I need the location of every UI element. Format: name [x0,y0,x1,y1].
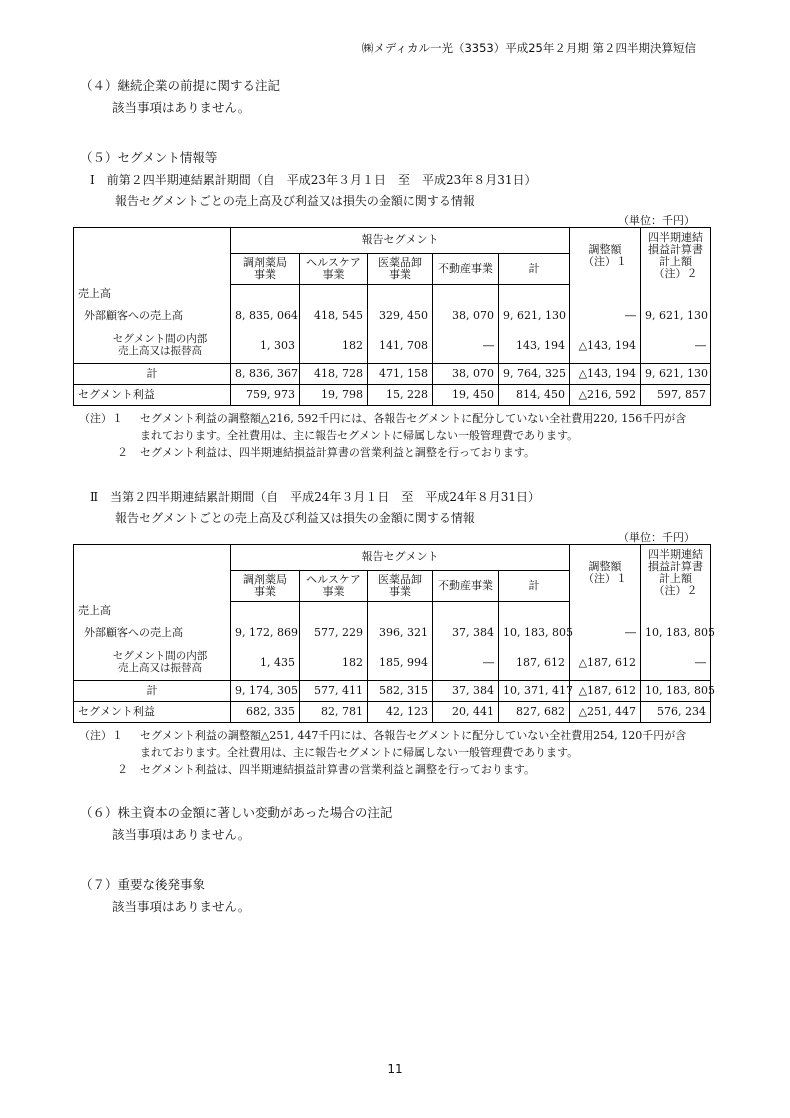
segment-table-period-1 [73,227,711,406]
cell-value: 597, 857 [641,385,711,406]
period-2-note-1-line-2: まれております。全社費用は、主に報告セグメントに帰属しない一般管理費であります。 [140,746,579,759]
cell-value: 185, 994 [368,646,433,681]
cell-value: 9, 621, 130 [499,303,570,329]
cell-value: 814, 450 [499,385,570,406]
cell-value: ― [433,329,499,364]
cell-value: 8, 836, 367 [231,364,300,385]
row-label-external: 外部顧客への売上高 [74,620,231,646]
cell-value: △216, 592 [570,385,641,406]
header-wholesale: 医薬品卸 事業 [368,254,433,285]
cell-value: 1, 303 [231,329,300,364]
row-label-sum: 計 [74,364,231,385]
header-healthcare: ヘルスケア 事業 [300,571,368,602]
header-real-estate: 不動産事業 [433,254,499,285]
segment-table-period-2 [73,544,716,723]
period-1-unit: （単位：千円） [618,214,695,227]
cell-value: 9, 621, 130 [641,364,711,385]
cell-value: 10, 183, 805 [641,681,711,702]
period-2-note-1-label: （注）１ [79,729,123,742]
cell-value: △187, 612 [570,681,641,702]
header-reporting-segments: 報告セグメント [231,545,570,571]
header-healthcare: ヘルスケア 事業 [300,254,368,285]
header-blank [74,228,231,285]
header-pharmacy: 調剤薬局 事業 [231,254,300,285]
cell-value: 10, 183, 805 [641,620,711,646]
header-wholesale: 医薬品卸 事業 [368,571,433,602]
cell-value: 82, 781 [300,702,368,723]
cell-value: 143, 194 [499,329,570,364]
row-label-external: 外部顧客への売上高 [74,303,231,329]
row-label-internal: セグメント間の内部 売上高又は振替高 [74,329,231,364]
header-real-estate: 不動産事業 [433,571,499,602]
section-6-body: 該当事項はありません。 [112,827,251,842]
cell-value: 38, 070 [433,303,499,329]
cell-value: 827, 682 [499,702,570,723]
header-blank [74,545,231,602]
cell-value: 577, 229 [300,620,368,646]
section-4-body: 該当事項はありません。 [112,100,251,115]
cell-value: 19, 450 [433,385,499,406]
period-2-unit: （単位：千円） [618,531,695,544]
cell-value: 141, 708 [368,329,433,364]
row-label-sales: 売上高 [74,285,231,304]
cell-value: 9, 621, 130 [641,303,711,329]
cell-value: 187, 612 [499,646,570,681]
cell-value: 9, 172, 869 [231,620,300,646]
header-consolidated: 四半期連結 損益計算書 計上額 （注）２ [641,228,711,285]
cell-value: ― [641,329,711,364]
cell-value: 10, 371, 417 [499,681,570,702]
cell-value: △187, 612 [570,646,641,681]
row-label-profit: セグメント利益 [74,702,231,723]
cell-value: 9, 764, 325 [499,364,570,385]
period-1-note-1-line-2: まれております。全社費用は、主に報告セグメントに帰属しない一般管理費であります。 [140,429,579,442]
header-total: 計 [499,254,570,285]
cell-value: △251, 447 [570,702,641,723]
section-4-title: （４）継続企業の前提に関する注記 [80,78,281,93]
cell-value: 10, 183, 805 [499,620,570,646]
cell-value: ― [570,620,641,646]
cell-value: 38, 070 [433,364,499,385]
period-1-note-2: セグメント利益は、四半期連結損益計算書の営業利益と調整を行っております。 [140,446,536,459]
period-1-note-2-label: ２ [117,446,128,459]
cell-value: 9, 174, 305 [231,681,300,702]
period-1-description: 報告セグメントごとの売上高及び利益又は損失の金額に関する情報 [115,194,475,208]
row-label-sales: 売上高 [74,602,231,621]
period-2-note-1-line-1: セグメント利益の調整額△251, 447千円には、各報告セグメントに配分していない全社費用254, 120千円が含 [140,729,687,742]
period-2-description: 報告セグメントごとの売上高及び利益又は損失の金額に関する情報 [115,511,475,525]
cell-value: 20, 441 [433,702,499,723]
document-header: ㈱メディカル一光（3353）平成25年２月期 第２四半期決算短信 [361,41,696,55]
cell-value: ― [641,646,711,681]
period-2-note-2-label: ２ [117,763,128,776]
cell-value: 8, 835, 064 [231,303,300,329]
row-label-profit: セグメント利益 [74,385,231,406]
period-2-title: Ⅱ 当第２四半期連結累計期間（自 平成24年３月１日 至 平成24年８月31日） [90,490,540,504]
cell-value: 182 [300,646,368,681]
header-adjustment: 調整額 （注）１ [570,228,641,285]
cell-value: 682, 335 [231,702,300,723]
row-label-sum: 計 [74,681,231,702]
cell-value: 418, 728 [300,364,368,385]
cell-value: 582, 315 [368,681,433,702]
cell-value: 471, 158 [368,364,433,385]
cell-value: 396, 321 [368,620,433,646]
cell-value: 37, 384 [433,620,499,646]
cell-value: 329, 450 [368,303,433,329]
header-adjustment: 調整額 （注）１ [570,545,641,602]
section-7-body: 該当事項はありません。 [112,899,251,914]
cell-value: △143, 194 [570,364,641,385]
cell-value: 577, 411 [300,681,368,702]
section-6-title: （６）株主資本の金額に著しい変動があった場合の注記 [80,805,393,820]
period-2-note-2: セグメント利益は、四半期連結損益計算書の営業利益と調整を行っております。 [140,763,536,776]
header-total: 計 [499,571,570,602]
cell-value: ― [433,646,499,681]
section-7-title: （７）重要な後発事象 [80,877,206,892]
header-consolidated: 四半期連結 損益計算書 計上額 （注）２ [641,545,711,602]
section-5-title: （５）セグメント情報等 [80,150,218,165]
cell-value: 576, 234 [641,702,711,723]
cell-value: 15, 228 [368,385,433,406]
cell-value: 1, 435 [231,646,300,681]
period-1-note-1-line-1: セグメント利益の調整額△216, 592千円には、各報告セグメントに配分していない全社費用220, 156千円が含 [140,412,687,425]
page-number: 11 [387,1062,403,1076]
cell-value: 37, 384 [433,681,499,702]
cell-value: 182 [300,329,368,364]
cell-value: △143, 194 [570,329,641,364]
cell-value: 759, 973 [231,385,300,406]
period-1-note-1-label: （注）１ [79,412,123,425]
header-reporting-segments: 報告セグメント [231,228,570,254]
header-pharmacy: 調剤薬局 事業 [231,571,300,602]
cell-value: 19, 798 [300,385,368,406]
period-1-title: Ⅰ 前第２四半期連結累計期間（自 平成23年３月１日 至 平成23年８月31日） [90,173,537,187]
cell-value: 418, 545 [300,303,368,329]
row-label-internal: セグメント間の内部 売上高又は振替高 [74,646,231,681]
cell-value: ― [570,303,641,329]
cell-value: 42, 123 [368,702,433,723]
